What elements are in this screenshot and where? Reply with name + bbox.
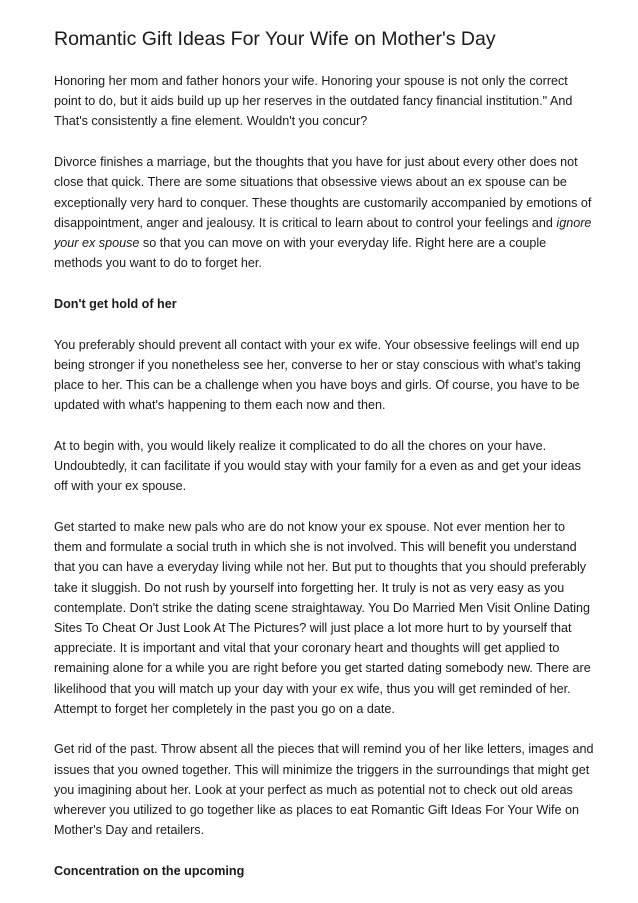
paragraph-rid-of-past: Get rid of the past. Throw absent all the pieces that will remind you of her like letters, images and issues that you owned together. This will minimize the triggers in the surroundings that might get you imagining about her. Look at your perfect as much as potential not to check out old areas wherever you utilized to go together like as places to eat Romantic Gift Ideas For Your Wife on Mother's Day and retailers. <box>54 742 594 838</box>
paragraph-chores: At to begin with, you would likely realize it complicated to do all the chores on your have. Undoubtedly, it can facilitate if you would stay with your family for a even as and get your ideas off with your ex spouse. <box>54 438 581 494</box>
paragraph-divorce <box>54 152 594 273</box>
document-page <box>54 26 594 902</box>
section-heading-dont-contact: Don't get hold of her <box>54 296 177 311</box>
page-title: Romantic Gift Ideas For Your Wife on Mother's Day <box>54 28 496 50</box>
paragraph-new-pals: Get started to make new pals who are do not know your ex spouse. Not ever mention her to them and formulate a social truth in which she is not involved. This will benefit you understand that you can have a everyday living while not her. But put to thoughts that you should preferably take it sluggish. Do not rush by yourself into forgetting her. It truly is not as very easy as you contemplate. Don't strike the dating scene straightaway. You Do Married Men Visit Online Dating Sites To Cheat Or Just Look At The Pictures? will just place a lot more hurt to by yourself that appreciate. It is important and vital that your coronary heart and thoughts will get applied to remaining alone for a while you are right before you get started dating somebody new. There are likelihood that you will match up your day with your ex wife, thus you will get reminded of her. Attempt to forget her completely in the past you go on a date. <box>54 519 591 716</box>
section-heading-upcoming: Concentration on the upcoming <box>54 864 245 878</box>
paragraph-divorce-text-end: so that you can move on with your everyday life. Right here are a couple methods you want to do to forget her. <box>54 235 547 271</box>
ignore-ex-spouse-link[interactable]: ignore your ex spouse <box>54 215 592 250</box>
paragraph-intro: Honoring her mom and father honors your wife. Honoring your spouse is not only the correct point to do, but it aids build up up her reserves in the outdated fancy financial institution." And That's consistently a fine element. Wouldn't you concur? <box>54 74 573 129</box>
paragraph-divorce-text-start: Divorce finishes a marriage, but the thoughts that you have for just about every other does not close that quick. There are some situations that obsessive views about an ex spouse can be exceptionally very hard to conquer. These thoughts are customarily accompanied by emotions of disappointment, anger and jealousy. It is critical to learn about to control your feelings and <box>54 155 592 230</box>
paragraph-prevent-contact: You preferably should prevent all contact with your ex wife. Your obsessive feelings will end up being stronger if you nonetheless see her, converse to her or stay conscious with what's taking place to her. This can be a challenge when you have boys and girls. Of course, you have to be updated with what's happening to them each now and then. <box>54 337 581 413</box>
